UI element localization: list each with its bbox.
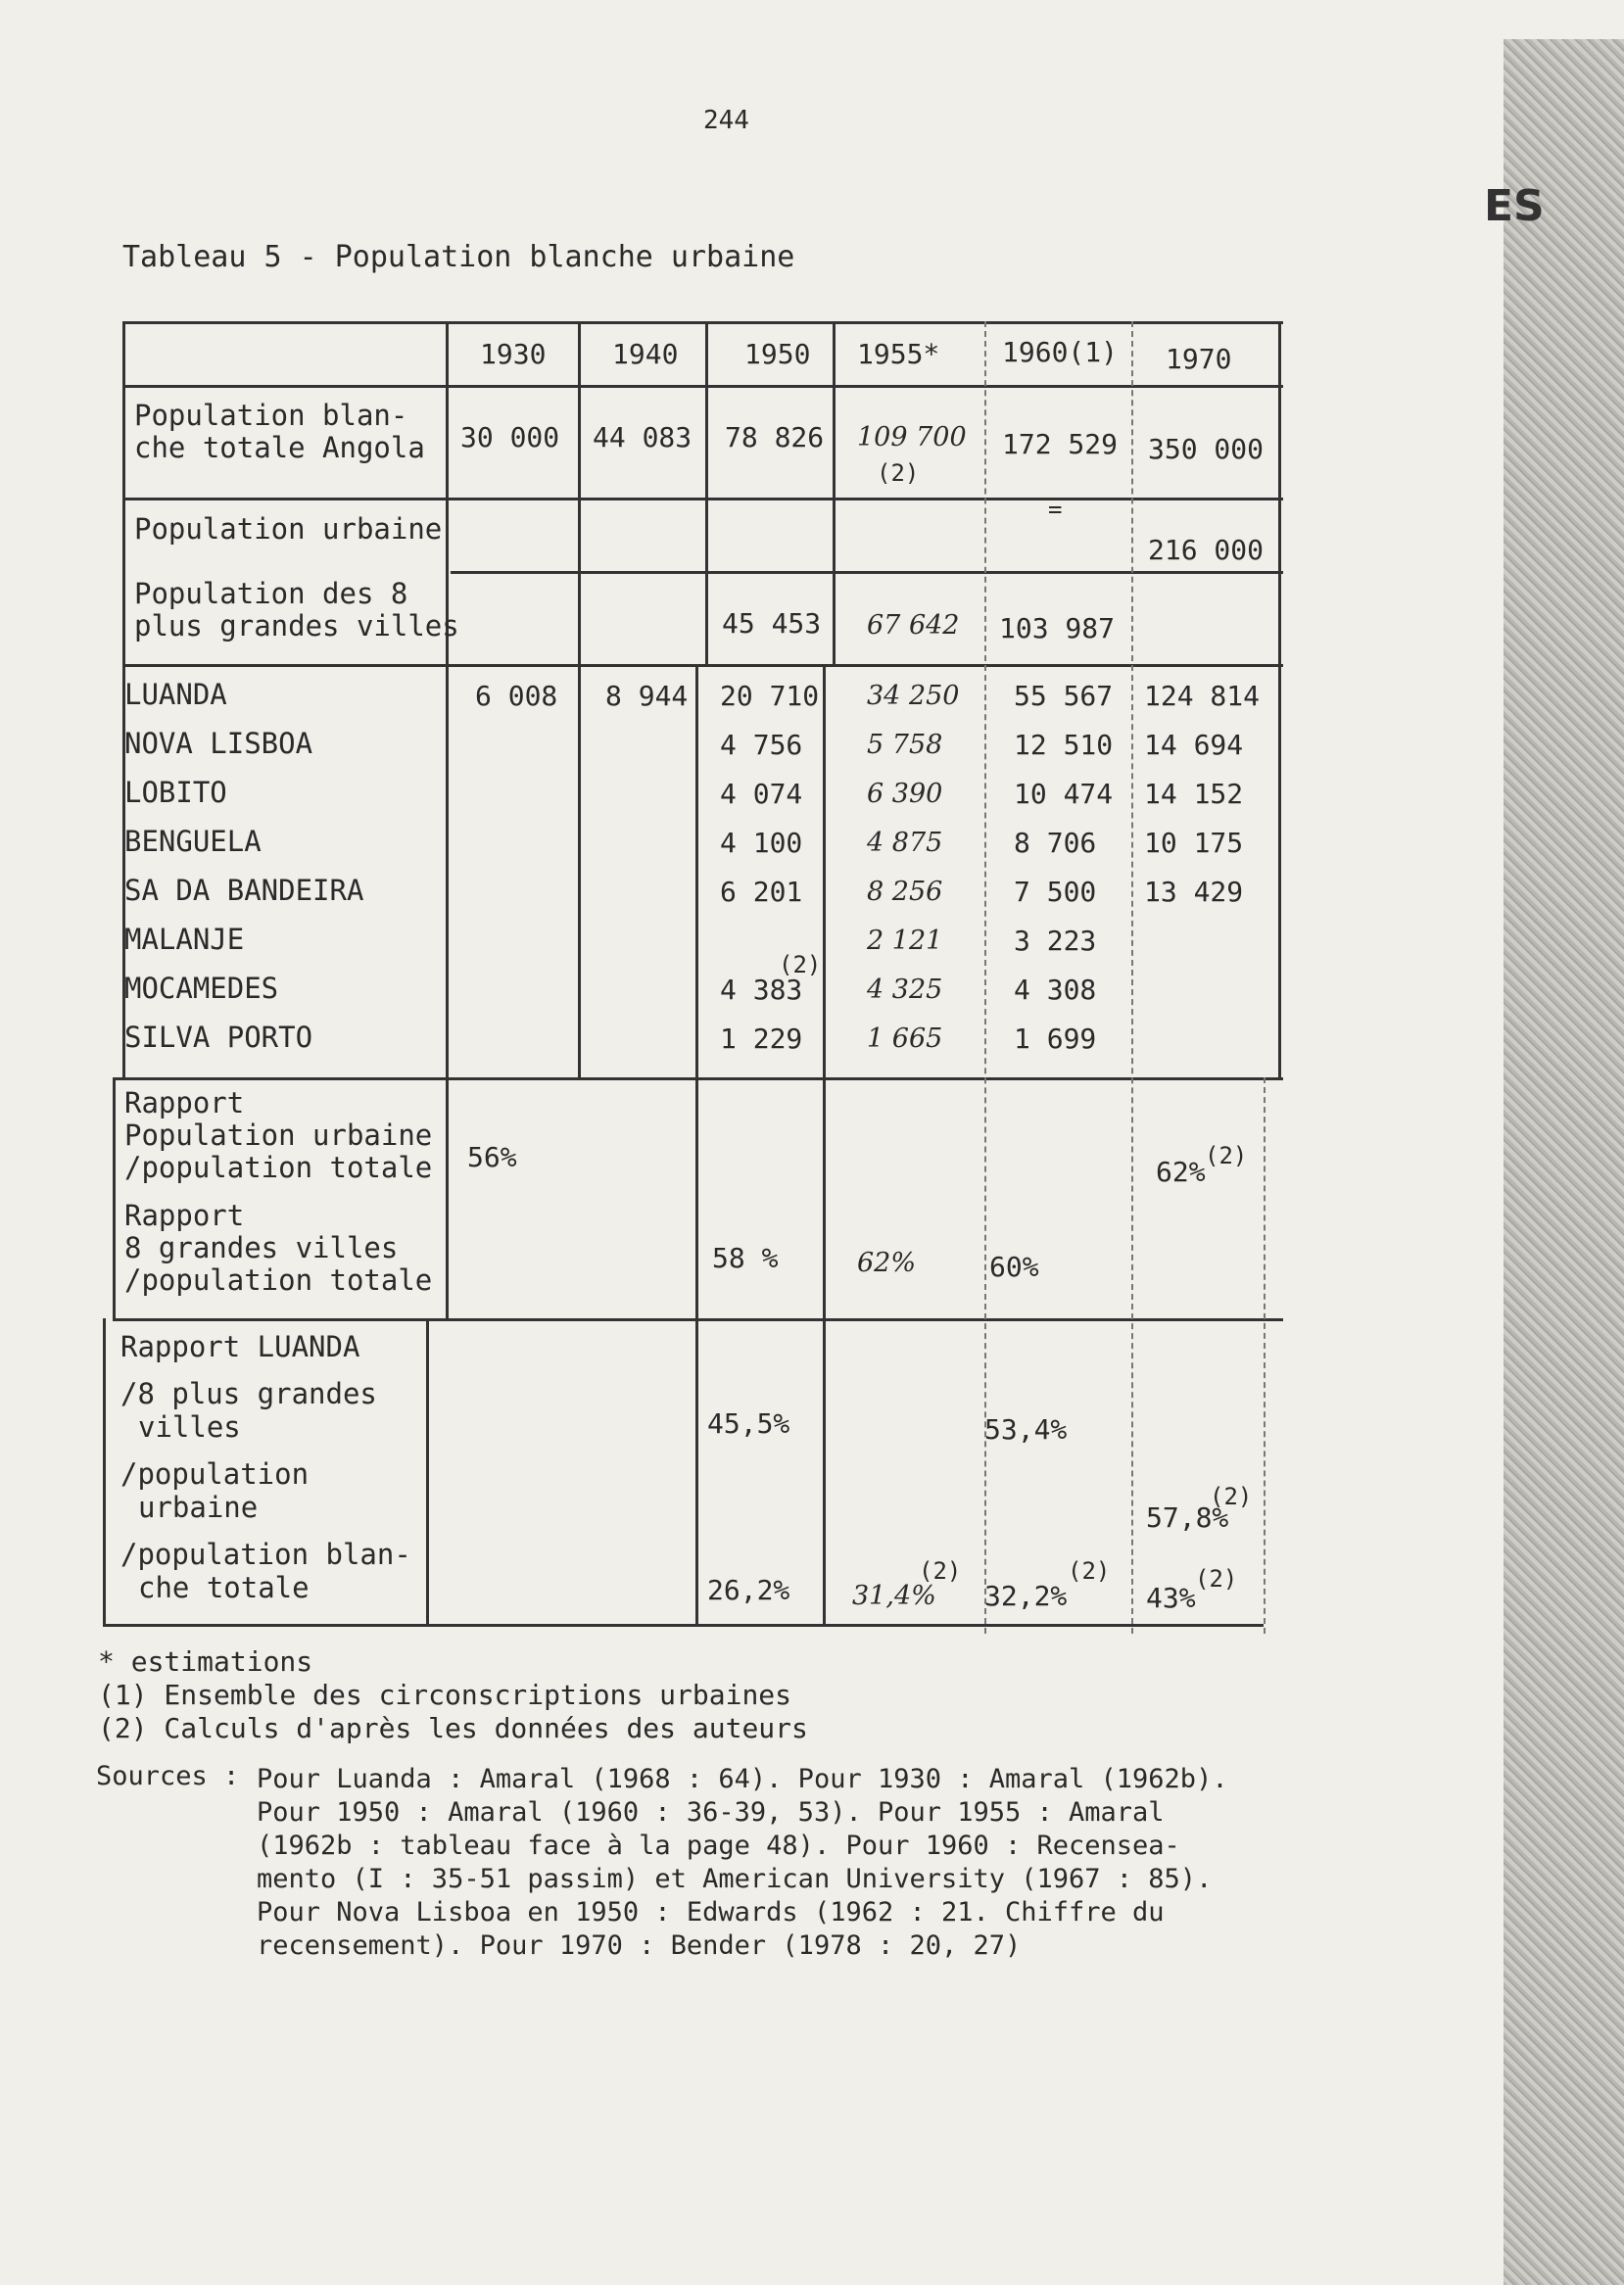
city-value-1960: 10 474 bbox=[1014, 778, 1114, 810]
eight-1955: 67 642 bbox=[867, 610, 960, 641]
ratio-luanda-total-1955-note: (2) bbox=[919, 1557, 962, 1585]
year-1970: 1970 bbox=[1166, 343, 1232, 375]
city-name: SA DA BANDEIRA bbox=[124, 874, 364, 907]
city-name: BENGUELA bbox=[124, 825, 262, 858]
eight-1960: 103 987 bbox=[999, 612, 1116, 644]
city-value-1940: 8 944 bbox=[605, 680, 689, 712]
ratio-luanda-urban-1970: 57,8% bbox=[1146, 1501, 1229, 1534]
city-name: SILVA PORTO bbox=[124, 1021, 313, 1054]
scan-edge bbox=[1504, 39, 1624, 2285]
city-value-1950-note: (2) bbox=[779, 951, 822, 978]
year-1950: 1950 bbox=[744, 338, 811, 370]
city-value-1950: 20 710 bbox=[720, 680, 820, 712]
city-value-1955: 1 665 bbox=[867, 1023, 943, 1054]
ratio-luanda-urban-1970-note: (2) bbox=[1210, 1483, 1253, 1510]
ratio-eight-1955: 62% bbox=[857, 1248, 917, 1278]
row-label-ratio-eight: Rapport 8 grandes villes /population totale bbox=[124, 1199, 433, 1297]
city-name: MALANJE bbox=[124, 923, 245, 956]
city-value-1970: 14 694 bbox=[1144, 729, 1244, 761]
city-value-1930: 6 008 bbox=[475, 680, 558, 712]
ratio-luanda-total-1960-note: (2) bbox=[1068, 1557, 1111, 1585]
ratio-luanda-total-1970: 43% bbox=[1146, 1582, 1196, 1614]
city-value-1955: 5 758 bbox=[867, 730, 943, 760]
ratio-urban-1930: 56% bbox=[467, 1141, 517, 1173]
city-value-1950: 1 229 bbox=[720, 1023, 803, 1055]
city-name: MOCAMEDES bbox=[124, 972, 279, 1005]
total-1960: 172 529 bbox=[1002, 428, 1119, 460]
city-value-1955: 4 325 bbox=[867, 975, 943, 1005]
city-value-1950: 4 074 bbox=[720, 778, 803, 810]
ratio-luanda-total-1950: 26,2% bbox=[707, 1574, 790, 1606]
city-value-1970: 124 814 bbox=[1144, 680, 1261, 712]
footnotes bbox=[98, 1645, 808, 1745]
edge-text: ES bbox=[1484, 181, 1545, 231]
urban-1970: 216 000 bbox=[1148, 534, 1265, 566]
ratio-luanda-total-1970-note: (2) bbox=[1195, 1565, 1238, 1593]
year-1960: 1960(1) bbox=[1002, 336, 1119, 368]
city-value-1960: 55 567 bbox=[1014, 680, 1114, 712]
city-value-1950: 4 756 bbox=[720, 729, 803, 761]
urban-1960: = bbox=[1048, 496, 1063, 523]
city-value-1960: 12 510 bbox=[1014, 729, 1114, 761]
city-value-1960: 1 699 bbox=[1014, 1023, 1097, 1055]
total-1950: 78 826 bbox=[725, 421, 825, 453]
ratio-luanda-eight-1950: 45,5% bbox=[707, 1407, 790, 1440]
ratio-luanda-total-1955: 31,4% bbox=[852, 1581, 936, 1611]
ratio-eight-1950: 58 % bbox=[712, 1242, 779, 1274]
city-value-1955: 6 390 bbox=[867, 779, 943, 809]
row-label-eight-cities: Population des 8 plus grandes villes bbox=[134, 577, 459, 643]
footnote-2: (2) Calculs d'après les données des auteurs bbox=[98, 1712, 808, 1744]
eight-1950: 45 453 bbox=[722, 607, 822, 640]
city-name: LOBITO bbox=[124, 776, 227, 809]
ratio-urban-1970: 62% bbox=[1156, 1156, 1206, 1188]
total-1970: 350 000 bbox=[1148, 433, 1265, 465]
city-value-1970: 10 175 bbox=[1144, 827, 1244, 859]
row-label-total: Population blan- che totale Angola bbox=[134, 399, 425, 464]
total-1955: 109 700 bbox=[857, 422, 967, 452]
year-1940: 1940 bbox=[612, 338, 679, 370]
ratio-luanda-total-1960: 32,2% bbox=[984, 1580, 1068, 1612]
page-number: 244 bbox=[703, 106, 749, 135]
year-1955: 1955* bbox=[857, 338, 940, 370]
city-name: NOVA LISBOA bbox=[124, 727, 313, 760]
row-label-ratio-urban: Rapport Population urbaine /population totale bbox=[124, 1086, 433, 1184]
city-value-1950: 6 201 bbox=[720, 876, 803, 908]
ratio-luanda-eight-1960: 53,4% bbox=[984, 1413, 1068, 1446]
row-label-urban: Population urbaine bbox=[134, 512, 443, 546]
population-table bbox=[103, 321, 1283, 1634]
row-label-ratio-luanda: Rapport LUANDA /8 plus grandes villes /population urbaine /population blan- che totale bbox=[120, 1330, 411, 1604]
city-value-1970: 14 152 bbox=[1144, 778, 1244, 810]
city-value-1955: 2 121 bbox=[867, 926, 943, 956]
ratio-urban-1970-note: (2) bbox=[1205, 1142, 1248, 1169]
footnote-1: (1) Ensemble des circonscriptions urbaines bbox=[98, 1679, 792, 1711]
city-value-1960: 7 500 bbox=[1014, 876, 1097, 908]
city-value-1970: 13 429 bbox=[1144, 876, 1244, 908]
year-1930: 1930 bbox=[480, 338, 547, 370]
city-value-1955: 4 875 bbox=[867, 828, 943, 858]
city-value-1955: 34 250 bbox=[867, 681, 960, 711]
table-title: Tableau 5 - Population blanche urbaine bbox=[122, 240, 795, 274]
sources-text: Pour Luanda : Amaral (1968 : 64). Pour 1930 : Amaral (1962b). Pour 1950 : Amaral (1960 : 36-39, 53). Pour 1955 : Amaral (1962b : tableau face à la page 48). Pour 1960 : Recensea- mento (I : 35-51 passim) et American University (1967 : 85). Pour Nova Lisboa en 1950 : Edwards (1962 : 21. Chiffre du recensement). Pour 1970 : Bender (1978 : 20, 27) bbox=[257, 1764, 1228, 1961]
city-value-1950: 4 100 bbox=[720, 827, 803, 859]
city-value-1960: 4 308 bbox=[1014, 974, 1097, 1006]
city-value-1950: 4 383 bbox=[720, 974, 803, 1006]
city-value-1960: 8 706 bbox=[1014, 827, 1097, 859]
city-name: LUANDA bbox=[124, 678, 227, 711]
sources-label: Sources : bbox=[96, 1761, 240, 1791]
city-value-1955: 8 256 bbox=[867, 877, 943, 907]
ratio-eight-1960: 60% bbox=[989, 1251, 1039, 1283]
total-1930: 30 000 bbox=[460, 421, 560, 453]
total-1955-note: (2) bbox=[877, 459, 920, 487]
total-1940: 44 083 bbox=[593, 421, 693, 453]
footnote-estimations: * estimations bbox=[98, 1645, 313, 1678]
city-value-1960: 3 223 bbox=[1014, 925, 1097, 957]
